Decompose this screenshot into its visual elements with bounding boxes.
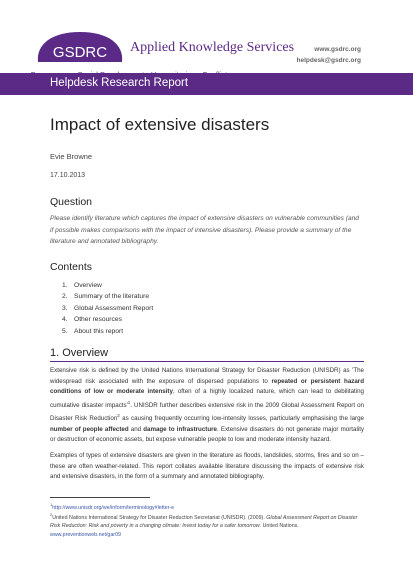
footnote-divider <box>50 497 150 498</box>
report-type-label: Helpdesk Research Report <box>50 77 189 89</box>
contents-list <box>62 280 153 337</box>
contents-item-label: Other resources <box>74 316 122 324</box>
footnote-2-link[interactable]: www.preventionweb.net/gar09 <box>50 532 121 539</box>
report-title: Impact of extensive disasters <box>50 115 270 134</box>
contents-item[interactable] <box>62 314 153 325</box>
overview-heading: 1. Overview <box>50 347 109 359</box>
report-author: Evie Browne <box>50 152 93 161</box>
question-text: Please identify literature which captures the impact of extensive disasters on vulnerable communities (and if possible makes comparisons with the impact of intensive disasters). Please provide a summary of the literature and annotated bibliography. <box>50 215 359 245</box>
contents-item-number: 4. <box>62 316 68 324</box>
website-link[interactable]: www.gsdrc.org <box>314 46 361 53</box>
footnote-2: $^2$United Nations International Strategy for Disaster Reduction Secretariat (UNISDR). (2009). Global Assessment Report on Disaster Risk Reduction: Risk and poverty in a changing climate: Invest today for a safer tomorrow. United Nations. www.preventionweb.net/gar09 <box>50 512 358 539</box>
contents-heading: Contents <box>50 261 93 273</box>
contents-item-number: 5. <box>62 327 68 335</box>
email-link[interactable]: helpdesk@gsdrc.org <box>296 57 361 64</box>
footnote-1-link[interactable]: http://www.unisdr.org/we/inform/terminology#letter-e <box>52 504 175 511</box>
report-type-band <box>0 73 413 95</box>
section-divider <box>50 361 364 362</box>
contact-info <box>297 44 362 66</box>
contents-item[interactable] <box>62 291 153 302</box>
overview-paragraph-1: Extensive risk is defined by the United Nations International Strategy for Disaster Reduction (UNISDR) as 'The widespread risk associated with the exposure of dispersed populations to repeated or persistent hazard conditions of low or moderate intensity, often of a highly localized nature, which can lead to debilitating cumulative disaster $impacts'^1$. UNISDR further describes extensive risk in the 2009 Global Assessment Report on Disaster Risk Reduction$^2$ as causing frequently occurring low-intensity losses, particularly emphasising the large number of people affected and damage to infrastructure. Extensive disasters do not generate major mortality or destruction of economic assets, but expose vulnerable people to low and moderate intensity hazard. <box>50 367 365 444</box>
contents-item-label: Summary of the literature <box>74 293 150 301</box>
contents-item-label: Overview <box>74 282 102 289</box>
report-date: 17.10.2013 <box>50 172 86 179</box>
brand-name: Applied Knowledge Services <box>130 40 295 55</box>
contents-item-number: 3. <box>62 304 68 312</box>
contents-item-label: Global Assessment Report <box>74 304 154 312</box>
gsdrc-logo <box>32 30 128 64</box>
contents-item[interactable] <box>62 280 153 291</box>
footnote-1: $^1$http://www.unisdr.org/we/inform/terminology#letter-e <box>50 502 175 511</box>
overview-paragraph-2: Examples of types of extensive disasters are given in the literature as floods, landslides, storms, fires and so on – these are often weather-related. This report collates available literature discussing the impacts of extensive risk and extensive disasters, in the form of a summary and annotated bibliography. <box>50 452 364 480</box>
question-heading: Question <box>50 196 93 208</box>
contents-item[interactable] <box>62 303 153 314</box>
contents-item[interactable] <box>62 326 153 337</box>
logo-text: GSDRC <box>52 44 108 61</box>
contents-item-number: 1. <box>62 282 68 289</box>
contents-item-number: 2. <box>62 293 68 301</box>
contents-item-label: About this report <box>74 327 124 335</box>
